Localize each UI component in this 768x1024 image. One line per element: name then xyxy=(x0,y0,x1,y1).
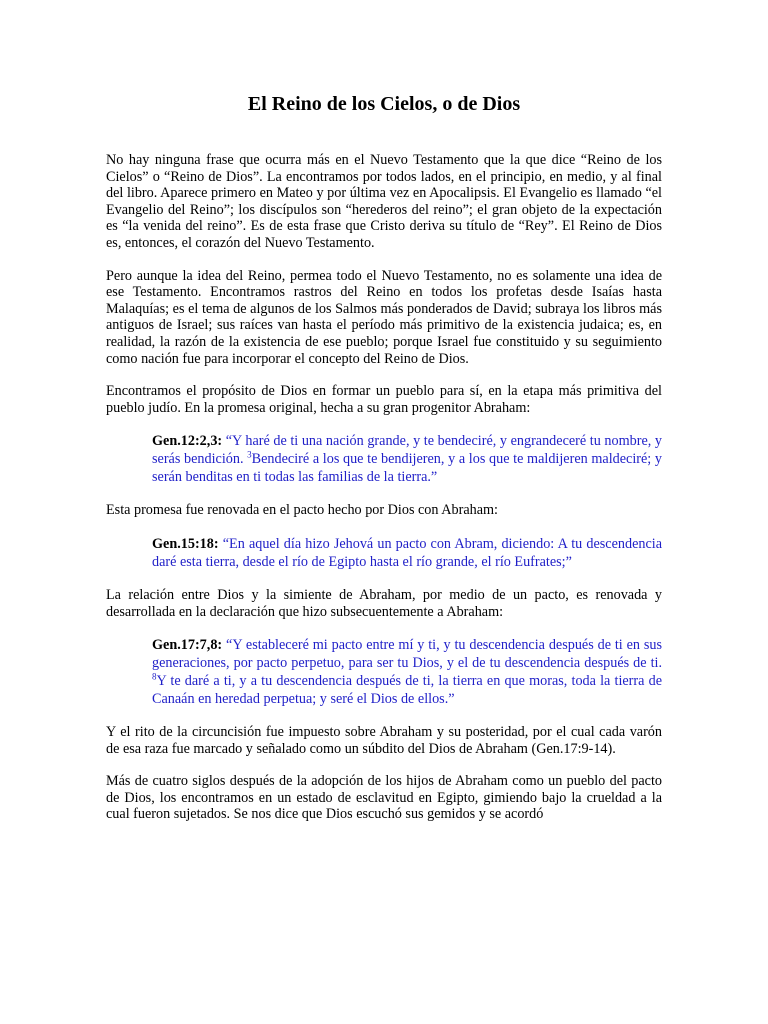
quote-text: Y te daré a ti, y a tu descendencia después de ti, la tierra en que moras, toda la tierra de Canaán en heredad perpetua; y seré el Dios de ellos.” xyxy=(152,673,662,708)
quote-gen-12 xyxy=(152,432,662,486)
quote-text: Bendeciré a los que te bendijeren, y a los que te maldijeren maldeciré; y serán benditas en ti todas las familias de la tierra.” xyxy=(152,451,662,486)
quote-gen-15 xyxy=(152,535,662,571)
page-title: El Reino de los Cielos, o de Dios xyxy=(247,93,521,115)
quote-text: “En aquel día hizo Jehová un pacto con Abram, diciendo: A tu descendencia daré esta tierra, desde el río de Egipto hasta el río grande, el río Eufrates;” xyxy=(152,535,662,570)
quote-gen-17 xyxy=(152,636,662,708)
paragraph-abraham-promise: Encontramos el propósito de Dios en formar un pueblo para sí, en la etapa más primitiva del pueblo judío. En la promesa original, hecha a su gran progenitor Abraham: xyxy=(106,383,662,416)
paragraph-egypt: Más de cuatro siglos después de la adopción de los hijos de Abraham como un pueblo del pacto de Dios, los encontramos en un estado de esclavitud en Egipto, gimiendo bajo la crueldad a la cual fueron sujetados. Se nos dice que Dios escuchó sus gemidos y se acordó xyxy=(106,773,662,823)
quote-reference: Gen.12:2,3: xyxy=(152,433,223,450)
quote-reference: Gen.15:18: xyxy=(152,535,219,552)
quote-reference: Gen.17:7,8: xyxy=(152,637,223,654)
paragraph-circumcision: Y el rito de la circuncisión fue impuesto sobre Abraham y su posteridad, por el cual cada varón de esa raza fue marcado y señalado como un súbdito del Dios de Abraham (Gen.17:9-14). xyxy=(106,724,662,757)
quote-text: “Y estableceré mi pacto entre mí y ti, y tu descendencia después de ti en sus generaciones, por pacto perpetuo, para ser tu Dios, y el de tu descendencia después de ti. xyxy=(152,637,662,672)
paragraph-intro: No hay ninguna frase que ocurra más en el Nuevo Testamento que la que dice “Reino de los Cielos” o “Reino de Dios”. La encontramos por todos lados, en el principio, en medio, y al final del libro. Aparece primero en Mateo y por última vez en Apocalipsis. El Evangelio es llamado “el Evangelio del Reino”; los discípulos son “herederos del reino”; el gran objeto de la expectación es “la venida del reino”. Es de esta frase que Cristo deriva su título de “Rey”. El Reino de Dios es, entonces, el corazón del Nuevo Testamento. xyxy=(106,152,662,251)
paragraph-old-testament: Pero aunque la idea del Reino, permea todo el Nuevo Testamento, no es solamente una idea de ese Testamento. Encontramos rastros del Reino en todos los profetas desde Isaías hasta Malaquías; es el tema de algunos de los Salmos más ponderados de David; subraya los libros más antiguos de Israel; sus raíces van hasta el período más primitivo de la existencia judaica; es, en realidad, la razón de la existencia de ese pueblo; porque Israel fue constituido y su seguimiento como nación fue para incorporar el concepto del Reino de Dios. xyxy=(106,267,662,367)
paragraph-covenant: Esta promesa fue renovada en el pacto hecho por Dios con Abraham: xyxy=(106,502,498,519)
quote-text: “Y haré de ti una nación grande, y te bendeciré, y engrandeceré tu nombre, y serás bendición. xyxy=(152,433,662,468)
paragraph-relation: La relación entre Dios y la simiente de Abraham, por medio de un pacto, es renovada y desarrollada en la declaración que hizo subsecuentemente a Abraham: xyxy=(106,586,662,620)
verse-number: 3 xyxy=(247,449,252,460)
verse-number: 8 xyxy=(152,671,157,682)
